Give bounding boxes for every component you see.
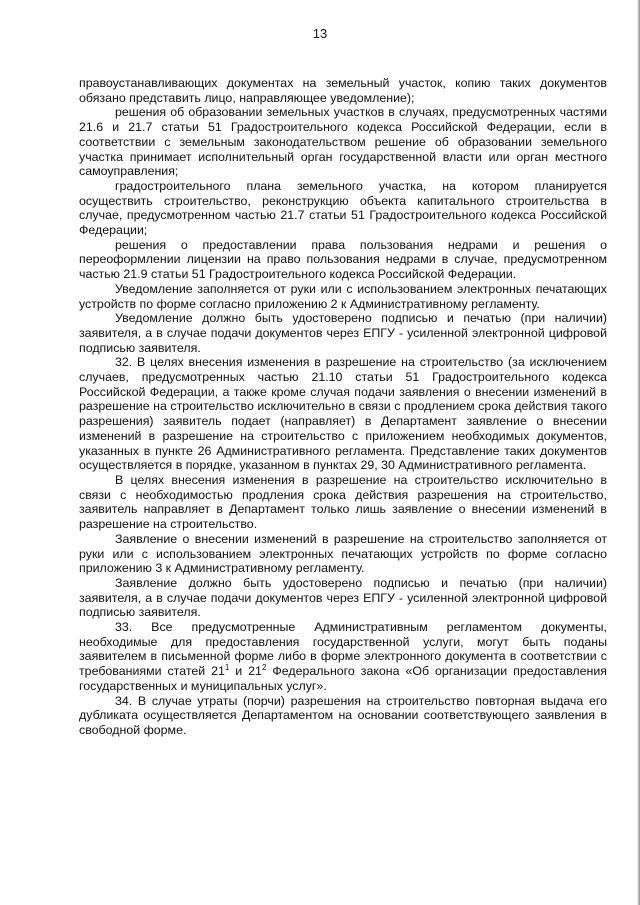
- paragraph-continuation: правоустанавливающих документах на земельный участок, копию таких документов обязано представить лицо, направляющее уведомление);: [79, 76, 607, 105]
- superscript-2: 2: [261, 663, 267, 672]
- paragraph-notice-form: Уведомление заполняется от руки или с использованием электронных печатающих устройств по форме согласно приложению 2 к Административному регламенту.: [79, 281, 607, 311]
- document-body: [79, 76, 607, 738]
- superscript-1: 1: [224, 663, 230, 672]
- paragraph-application-form: Заявление о внесении изменений в разрешение на строительство заполняется от руки или с использованием электронных печатающих устройств по форме согласно приложению 3 к Административному регламенту.: [79, 531, 607, 576]
- paragraph-subsoil-license: решения о предоставлении права пользования недрами и решения о переоформлении лицензии на право пользования недрами в случае, предусмотренном частью 21.9 статьи 51 Градостроительного кодекса Российской Федерации.: [79, 237, 607, 282]
- paragraph-33-before: 33. Все предусмотренные Административным регламентом документы, необходимые для предоставления государственной услуги, могут быть поданы заявителем в письменной форме либо в форме электронного документа в соответствии с требованиями статей 21: [79, 620, 607, 679]
- paragraph-32: 32. В целях внесения изменения в разрешение на строительство (за исключением случаев, предусмотренных частью 21.10 статьи 51 Градостроительного кодекса Российской Федерации, а также кроме случая подачи заявления о внесении изменений в разрешение на строительство исключительно в связи с продлением срока действия такого разрешения) заявитель подает (направляет) в Департамент заявление о внесении изменений в разрешение на строительство с приложением необходимых документов, указанных в пункте 26 Административного регламента. Представление таких документов осуществляется в порядке, указанном в пунктах 29, 30 Административного регламента.: [79, 355, 607, 473]
- page-number: 13: [312, 26, 328, 41]
- paragraph-extension: В целях внесения изменения в разрешение на строительство исключительно в связи с необходимостью продления срока действия разрешения на строительство, заявитель направляет в Департамент только лишь заявление о внесении изменений в разрешение на строительство.: [79, 472, 607, 532]
- paragraph-land-plot-decision: решения об образовании земельных участков в случаях, предусмотренных частями 21.6 и 21.7 статьи 51 Градостроительного кодекса Российской Федерации, если в соответствии с земельным законодательством решение об образовании земельного участка принимает исполнительный орган государственной власти или орган местного самоуправления;: [79, 105, 607, 179]
- paragraph-33: [79, 620, 607, 694]
- paragraph-urban-plan: градостроительного плана земельного участка, на котором планируется осуществить строительство, реконструкцию объекта капитального строительства в случае, предусмотренном частью 21.7 статьи 51 Градостроительного кодекса Российской Федерации;: [79, 178, 607, 238]
- paragraph-33-middle: и 21: [229, 664, 262, 679]
- paragraph-application-signature: Заявление должно быть удостоверено подписью и печатью (при наличии) заявителя, а в случае подачи документов через ЕПГУ - усиленной электронной цифровой подписью заявителя.: [79, 575, 607, 620]
- paragraph-33-after: Федерального закона «Об организации предоставления государственных и муниципальных услуг».: [79, 664, 607, 693]
- paragraph-34: 34. В случае утраты (порчи) разрешения на строительство повторная выдача его дубликата осуществляется Департаментом на основании соответствующего заявления в свободной форме.: [79, 693, 607, 737]
- paragraph-notice-signature: Уведомление должно быть удостоверено подписью и печатью (при наличии) заявителя, а в случае подачи документов через ЕПГУ - усиленной электронной цифровой подписью заявителя.: [79, 311, 607, 355]
